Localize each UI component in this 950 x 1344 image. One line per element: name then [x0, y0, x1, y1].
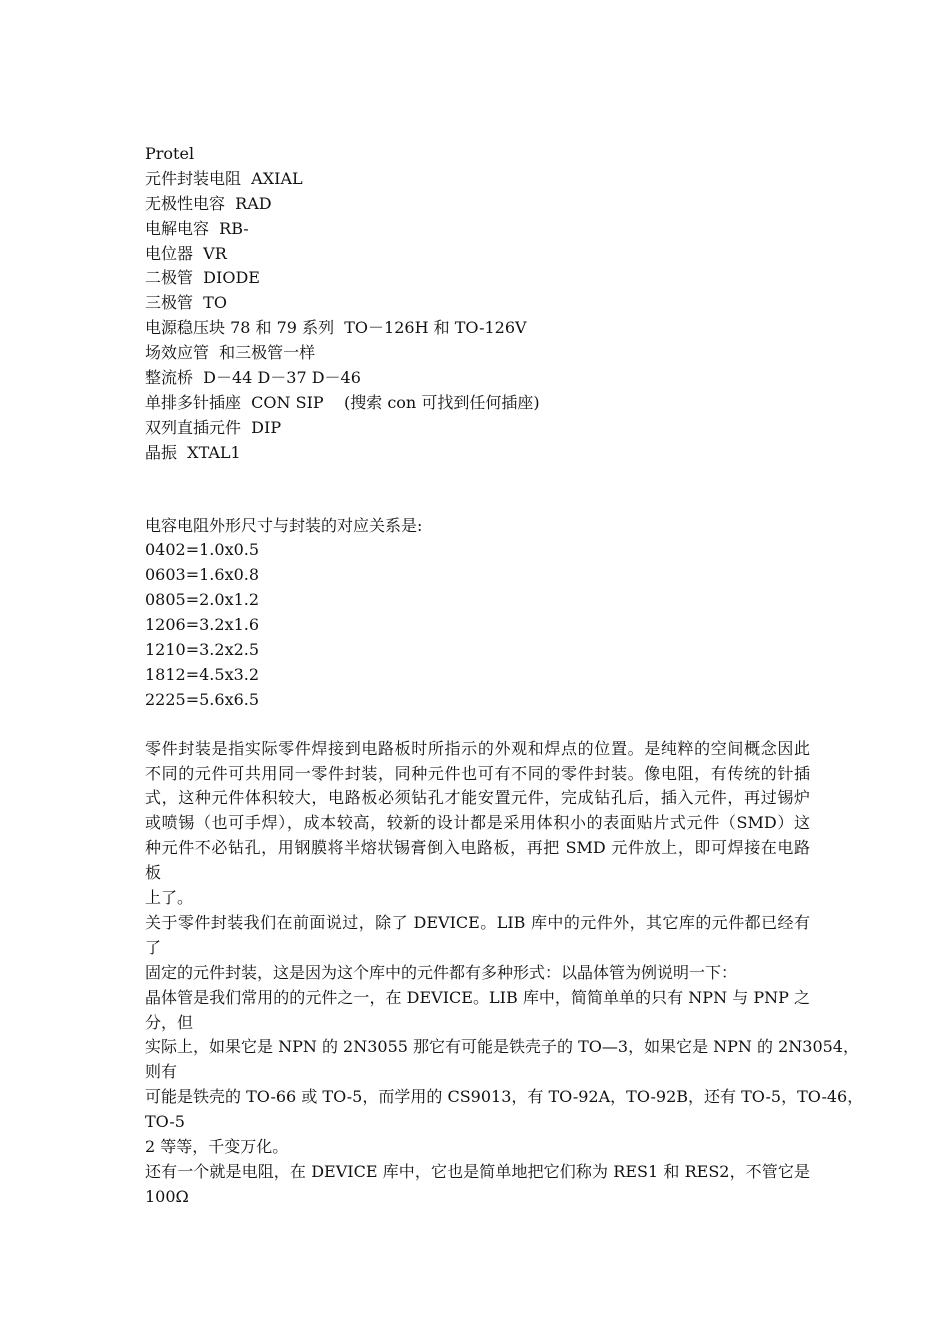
package-line-regulator: 电源稳压块 78 和 79 系列 TO－126H 和 TO-126V [145, 318, 527, 338]
body-text-line: 种元件不必钻孔，用钢膜将半熔状锡膏倒入电路板，再把 SMD 元件放上，即可焊接在电路 [145, 838, 810, 858]
package-line-diode: 二极管 DIODE [145, 268, 260, 288]
spacer [145, 713, 810, 737]
spacer [145, 466, 810, 514]
body-text-line: 了 [145, 937, 162, 957]
body-text-line: 不同的元件可共用同一零件封装，同种元件也可有不同的零件封装。像电阻，有传统的针插 [145, 763, 810, 783]
body-text-line: 上了。 [145, 888, 194, 908]
package-line-crystal: 晶振 XTAL1 [145, 442, 241, 462]
body-text-line: 固定的元件封装，这是因为这个库中的元件都有多种形式：以晶体管为例说明一下： [145, 962, 738, 982]
package-line-potentiometer: 电位器 VR [145, 243, 227, 263]
size-row: 0603=1.6x0.8 [145, 565, 260, 585]
doc-title-protel: Protel [145, 144, 195, 163]
body-text-line: 则有 [145, 1062, 178, 1082]
package-list [145, 142, 810, 466]
size-row: 1210=3.2x2.5 [145, 640, 260, 660]
size-row: 0402=1.0x0.5 [145, 540, 260, 560]
body-text-line: 2 等等，千变万化。 [145, 1136, 289, 1156]
document-body [145, 142, 864, 1210]
body-text-line: TO-5 [145, 1112, 185, 1132]
package-line-sip-socket: 单排多针插座 CON SIP (搜索 con 可找到任何插座) [145, 392, 540, 412]
size-row: 0805=2.0x1.2 [145, 590, 260, 610]
body-text-line: 100Ω [145, 1186, 189, 1206]
package-line-fet: 场效应管 和三极管一样 [145, 343, 316, 363]
body-text-line: 还有一个就是电阻，在 DEVICE 库中，它也是简单地把它们称为 RES1 和 RES2，不管它是 [145, 1161, 810, 1181]
body-text-line: 实际上，如果它是 NPN 的 2N3055 那它有可能是铁壳子的 TO—3，如果它是 NPN 的 2N3054， [145, 1037, 859, 1057]
package-line-resistor: 元件封装电阻 AXIAL [145, 168, 303, 188]
body-text-line: 分，但 [145, 1012, 194, 1032]
body-text-line: 或喷锡（也可手焊），成本较高，较新的设计都是采用体积小的表面贴片式元件（SMD）这 [145, 813, 810, 833]
size-mapping-heading: 电容电阻外形尺寸与封装的对应关系是: [145, 515, 423, 535]
package-line-dip: 双列直插元件 DIP [145, 417, 282, 437]
body-text-line: 关于零件封装我们在前面说过，除了 DEVICE。LIB 库中的元件外，其它库的元件都已经有 [145, 912, 810, 932]
body-text-line: 式，这种元件体积较大，电路板必须钻孔才能安置元件，完成钻孔后，插入元件，再过锡炉 [145, 788, 810, 808]
body-text [145, 737, 864, 1210]
body-text-line: 晶体管是我们常用的的元件之一，在 DEVICE。LIB 库中，简简单单的只有 NPN 与 PNP 之 [145, 987, 810, 1007]
package-line-electrolytic-capacitor: 电解电容 RB- [145, 218, 249, 238]
size-row: 1812=4.5x3.2 [145, 664, 260, 684]
size-mapping-section [145, 514, 810, 713]
package-line-bridge-rectifier: 整流桥 D－44 D－37 D－46 [145, 368, 361, 388]
size-row: 1206=3.2x1.6 [145, 615, 260, 635]
package-line-transistor: 三极管 TO [145, 293, 227, 313]
size-row: 2225=5.6x6.5 [145, 689, 260, 709]
package-line-nonpolar-capacitor: 无极性电容 RAD [145, 193, 272, 213]
body-text-line: 板 [145, 863, 162, 883]
body-text-line: 可能是铁壳的 TO-66 或 TO-5，而学用的 CS9013，有 TO-92A，TO-92B，还有 TO-5，TO-46， [145, 1087, 864, 1107]
body-text-line: 零件封装是指实际零件焊接到电路板时所指示的外观和焊点的位置。是纯粹的空间概念因此 [145, 738, 810, 758]
